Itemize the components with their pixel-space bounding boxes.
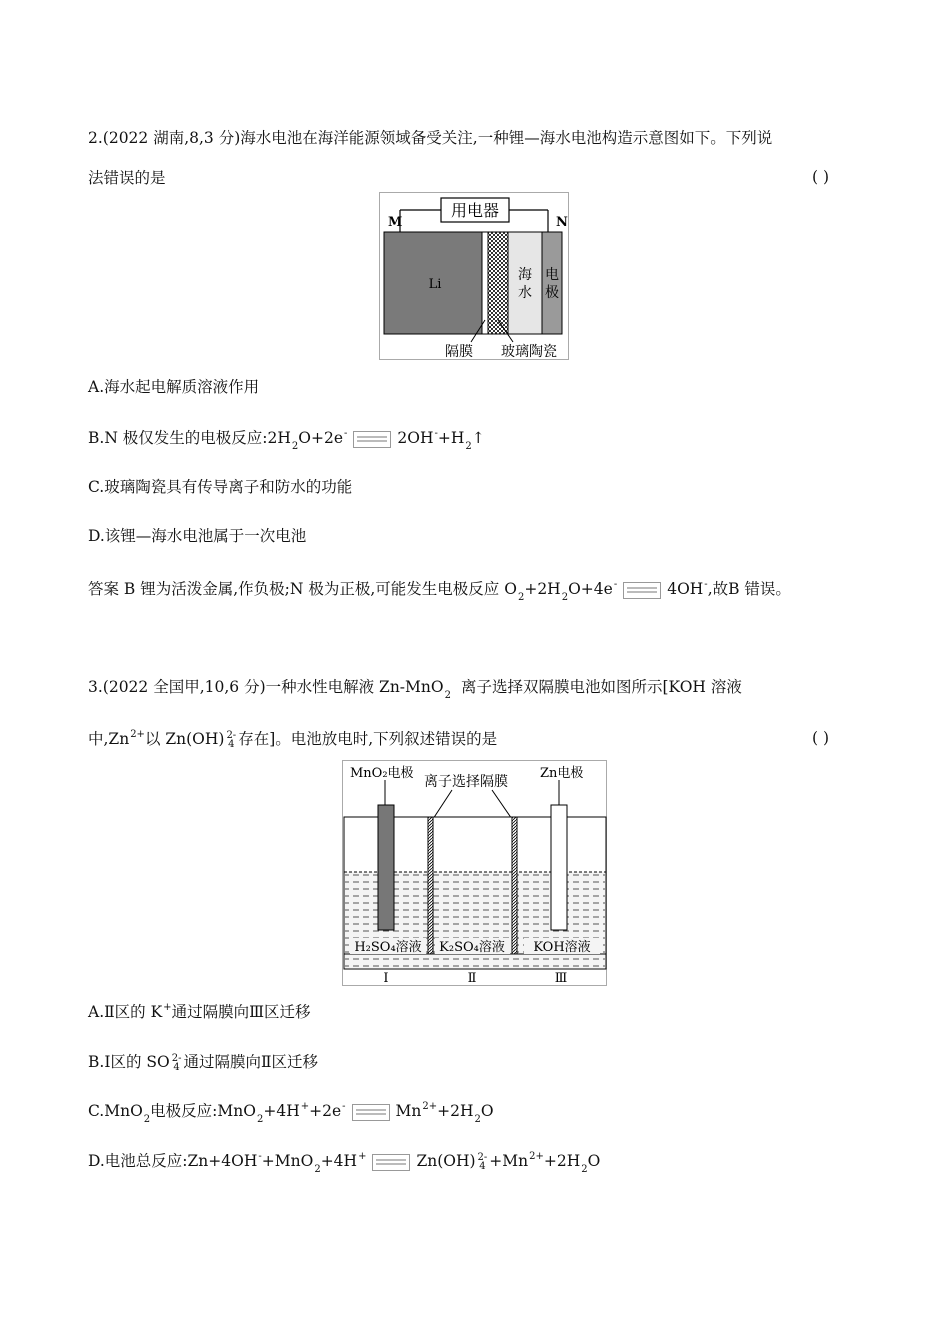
q2-stem-line2: 法错误的是 (88, 169, 166, 187)
q2-option-d: D.该锂—海水电池属于一次电池 (88, 527, 307, 545)
q2-option-a: A.海水起电解质溶液作用 (88, 378, 260, 396)
gas-arrow-icon: ↑ (471, 429, 485, 447)
zn-electrode-label: Zn电极 (540, 766, 584, 781)
equals-sign (353, 431, 391, 448)
electrode-label-1: 电 (545, 267, 559, 283)
q2-answer-paren: ( ) (812, 168, 830, 186)
q2-option-b: B.N 极仅发生的电极反应$:2H_2O+2e^-$ $2OH^-+H_2↑$ (88, 428, 485, 452)
membrane-2 (512, 817, 517, 954)
h2so4-solution-label: H₂SO₄溶液 (354, 940, 422, 955)
seawater-label-2: 水 (518, 285, 532, 301)
zn-electrode (551, 805, 567, 930)
q3-stem-line1: 3.(2022 全国甲,10,6 分)一种水性电解液 Zn-MnO$_2$ 离子选择双隔膜电池如图所示[KOH 溶液 (88, 678, 742, 701)
q3-answer-paren: ( ) (812, 729, 830, 747)
q2-stem-line1: 2.(2022 湖南,8,3 分)海水电池在海洋能源领域备受关注,一种锂—海水电池构造示意图如下。下列说 (88, 129, 773, 147)
q2-option-c: C.玻璃陶瓷具有传导离子和防水的功能 (88, 478, 353, 496)
membrane-1 (428, 817, 433, 954)
seawater-region (508, 232, 542, 334)
region-1-label: Ⅰ (383, 971, 389, 986)
k2so4-solution-label: K₂SO₄溶液 (439, 940, 505, 955)
q3-option-a: A.Ⅱ区的 K+通过隔膜向Ⅲ区迁移 (88, 1002, 311, 1021)
mno2-electrode-label: MnO₂电极 (350, 766, 414, 781)
seawater-label-1: 海 (518, 267, 532, 283)
membrane-label: 离子选择隔膜 (424, 774, 508, 790)
q3-option-b: B.Ⅰ区的 SO 2- 4 通过隔膜向Ⅱ区迁移 (88, 1053, 318, 1073)
equals-sign (352, 1104, 390, 1121)
glass-ceramic (488, 232, 508, 334)
terminal-n: N (556, 215, 568, 230)
membrane-label: 隔膜 (445, 344, 473, 360)
device-label: 用电器 (450, 201, 500, 220)
li-label: Li (428, 277, 442, 292)
ceramic-label: 玻璃陶瓷 (501, 344, 557, 360)
q3-cell-figure (342, 760, 608, 991)
equals-sign (372, 1154, 410, 1171)
n-electrode (542, 232, 562, 334)
q3-option-d: D.电池总反应:Zn+4OH-+MnO$_2$+4H+ Zn(OH) 2- 4 $+Mn^{2+}+2H_2O$ (88, 1151, 601, 1175)
equals-sign (623, 582, 661, 599)
q3-stem-line2: 中$,Zn^{2+}$以 Zn(OH) 2- 4 存在]。电池放电时,下列叙述错误的是 (88, 729, 498, 750)
q2-battery-figure (379, 192, 570, 365)
q2-answer: 答案 B 锂为活泼金属,作负极;N 极为正极,可能发生电极反应 $O_2+2H_2O+4e^-$ 4OH-,故B 错误。 (88, 579, 791, 603)
koh-solution-label: KOH溶液 (533, 940, 591, 955)
terminal-m: M (388, 215, 403, 230)
q3-option-c: C.MnO$_2$电极反应:MnO$_2$+4H++2e- $Mn^{2+}+2H_2O$ (88, 1101, 494, 1125)
mno2-electrode (378, 805, 394, 930)
electrode-label-2: 极 (545, 285, 559, 301)
region-3-label: Ⅲ (554, 971, 568, 986)
region-2-label: Ⅱ (467, 971, 477, 986)
